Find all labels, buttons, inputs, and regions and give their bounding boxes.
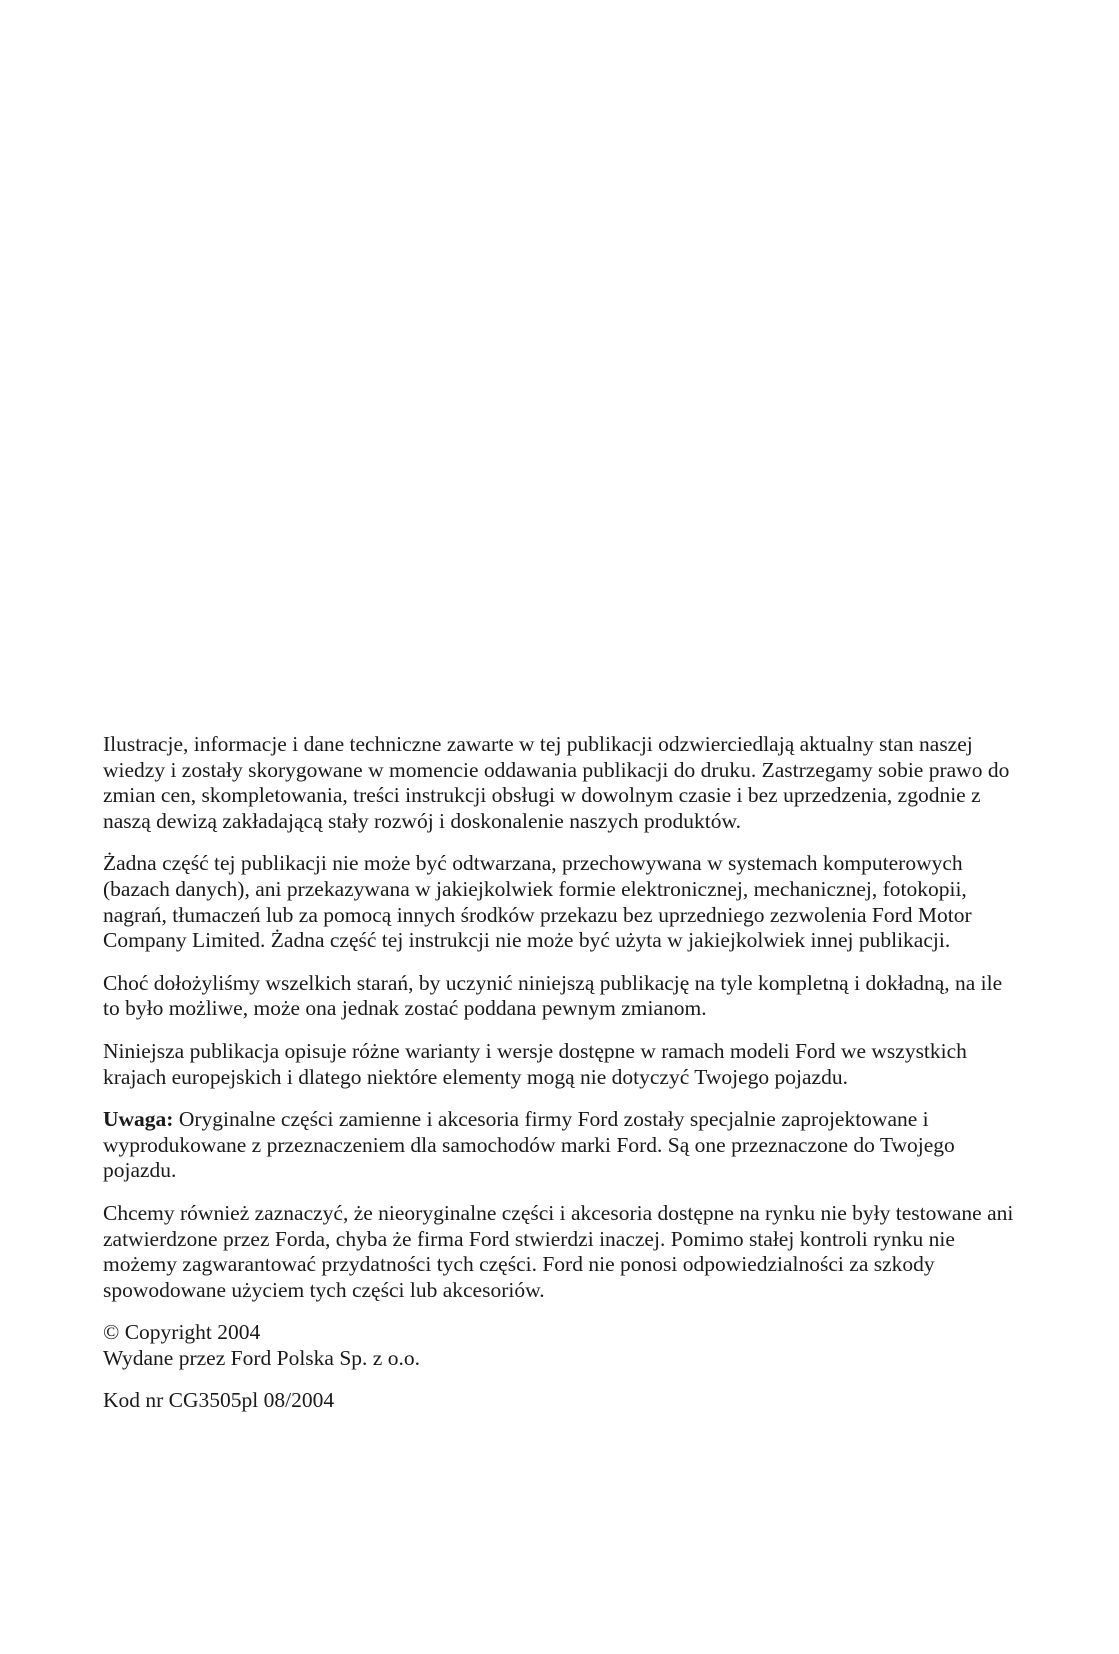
legal-notice-text <box>103 732 1023 1431</box>
paragraph-model-variants: Niniejsza publikacja opisuje różne warianty i wersje dostępne w ramach modeli Ford we wszystkich krajach europejskich i dlatego niektóre elementy mogą nie dotyczyć Twojego pojazdu. <box>103 1038 967 1089</box>
paragraph-reproduction-prohibited: Żadna część tej publikacji nie może być odtwarzana, przechowywana w systemach komputerowych (bazach danych), ani przekazywana w jakiejkolwiek formie elektronicznej, mechanicznej, fotokopii, nagrań, tłumaczeń lub za pomocą innych środków przekazu bez uprzedniego zezwolenia Ford Motor Company Limited. Żadna część tej instrukcji nie może być użyta w jakiejkolwiek innej publikacji. <box>103 851 972 953</box>
publication-code: Kod nr CG3505pl 08/2004 <box>103 1388 335 1413</box>
paragraph-note-original-parts <box>103 1107 1023 1184</box>
paragraph-subject-to-change: Choć dołożyliśmy wszelkich starań, by uczynić niniejszą publikację na tyle kompletną i dokładną, na ile to było możliwe, może ona jednak zostać poddana pewnym zmianom. <box>103 970 1003 1021</box>
note-text: Oryginalne części zamienne i akcesoria firmy Ford zostały specjalnie zaprojektowane i wyprodukowane z przeznaczeniem dla samochodów marki Ford. Są one przeznaczone do Twojego pojazdu. <box>103 1107 955 1183</box>
note-label: Uwaga: <box>103 1107 174 1132</box>
publisher-line: Wydane przez Ford Polska Sp. z o.o. <box>103 1345 420 1370</box>
copyright-line: © Copyright 2004 <box>103 1320 261 1345</box>
paragraph-illustrations-disclaimer: Ilustracje, informacje i dane techniczne zawarte w tej publikacji odzwierciedlają aktualny stan naszej wiedzy i zostały skorygowane w momencie oddawania publikacji do druku. Zastrzegamy sobie prawo do zmian cen, skompletowania, treści instrukcji obsługi w dowolnym czasie i bez uprzedzenia, zgodnie z naszą dewizą zakładającą stały rozwój i doskonalenie naszych produktów. <box>103 732 1010 833</box>
paragraph-non-original-parts: Chcemy również zaznaczyć, że nieoryginalne części i akcesoria dostępne na rynku nie były testowane ani zatwierdzone przez Forda, chyba że firma Ford stwierdzi inaczej. Pomimo stałej kontroli rynku nie możemy zagwarantować przydatności tych części. Ford nie ponosi odpowiedzialności za szkody spowodowane użyciem tych części lub akcesoriów. <box>103 1200 1014 1302</box>
